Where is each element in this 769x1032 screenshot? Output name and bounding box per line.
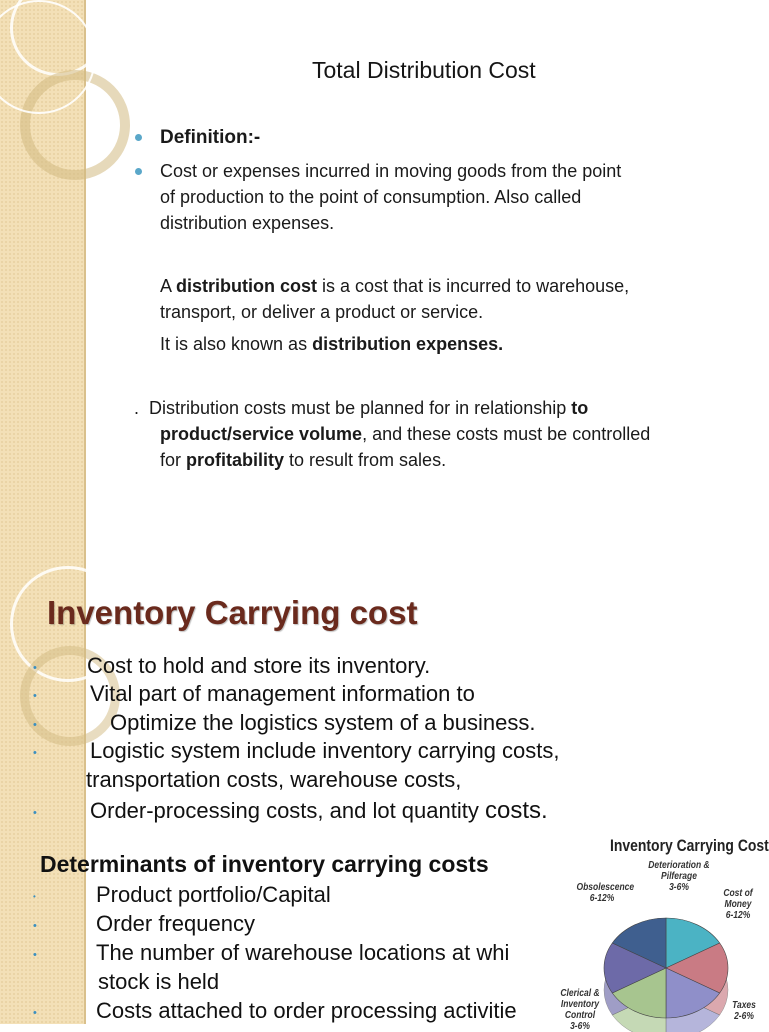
slide-inventory-carrying-cost — [0, 576, 769, 1032]
list-item: Optimize the logistics system of a business. — [110, 710, 536, 735]
bullet-dot: • — [33, 719, 37, 731]
list-item: Order-processing costs, and lot quantity costs. — [90, 797, 548, 824]
list-item-continuation: transportation costs, warehouse costs, — [86, 767, 462, 792]
inventory-carrying-cost-pie-chart — [544, 830, 769, 1032]
chart-title: Inventory Carrying Cost — [610, 836, 769, 855]
definition-text: Cost or expenses incurred in moving goods from the point of production to the point of consumption. Also called distribution expenses. — [160, 161, 622, 233]
slide-title: Total Distribution Cost — [312, 57, 536, 83]
chart-label: Clerical & Inventory Control 3-6% — [560, 988, 600, 1032]
list-item-continuation: stock is held — [98, 969, 220, 994]
bullet-dot — [135, 134, 142, 141]
list-item: Order frequency — [96, 911, 255, 936]
chart-label: Deterioration & Pilferage 3-6% — [648, 860, 710, 893]
definition-label: Definition:- — [160, 127, 261, 148]
bullet-dot: • — [33, 690, 37, 702]
planning-paragraph: . Distribution costs must be planned for in relationship to product/service volume, and these costs must be controlled for profitability to result from sales. — [134, 398, 651, 470]
chart-label: Obsolescence 6-12% — [576, 882, 635, 904]
bullet-dot: • — [33, 662, 37, 674]
bullet-dot — [135, 168, 142, 175]
slide-title: Inventory Carrying cost — [47, 594, 418, 631]
determinants-heading: Determinants of inventory carrying costs — [40, 851, 489, 877]
pie-graphic — [544, 830, 768, 1024]
bullet-dot: • — [33, 920, 37, 932]
chart-label: Cost of Money 6-12% — [723, 888, 753, 921]
bullet-dot: • — [33, 807, 37, 819]
chart-label: Taxes 2-6% — [732, 1000, 756, 1022]
list-item: Cost to hold and store its inventory. — [87, 653, 431, 678]
bullet-dot: • — [33, 949, 37, 961]
list-item: Costs attached to order processing activitie — [96, 998, 517, 1023]
bullet-dot: • — [33, 892, 36, 901]
bullet-dot: • — [33, 1007, 37, 1019]
bullet-dot: • — [33, 747, 37, 759]
list-item: Vital part of management information to — [90, 681, 475, 706]
list-item: The number of warehouse locations at whi — [96, 940, 510, 965]
distribution-cost-paragraph: A distribution cost is a cost that is incurred to warehouse, transport, or deliver a product or service. — [160, 276, 630, 322]
list-item: Logistic system include inventory carrying costs, — [90, 738, 560, 763]
list-item: Product portfolio/Capital — [96, 882, 331, 907]
known-as-paragraph: It is also known as distribution expenses. — [160, 334, 504, 354]
